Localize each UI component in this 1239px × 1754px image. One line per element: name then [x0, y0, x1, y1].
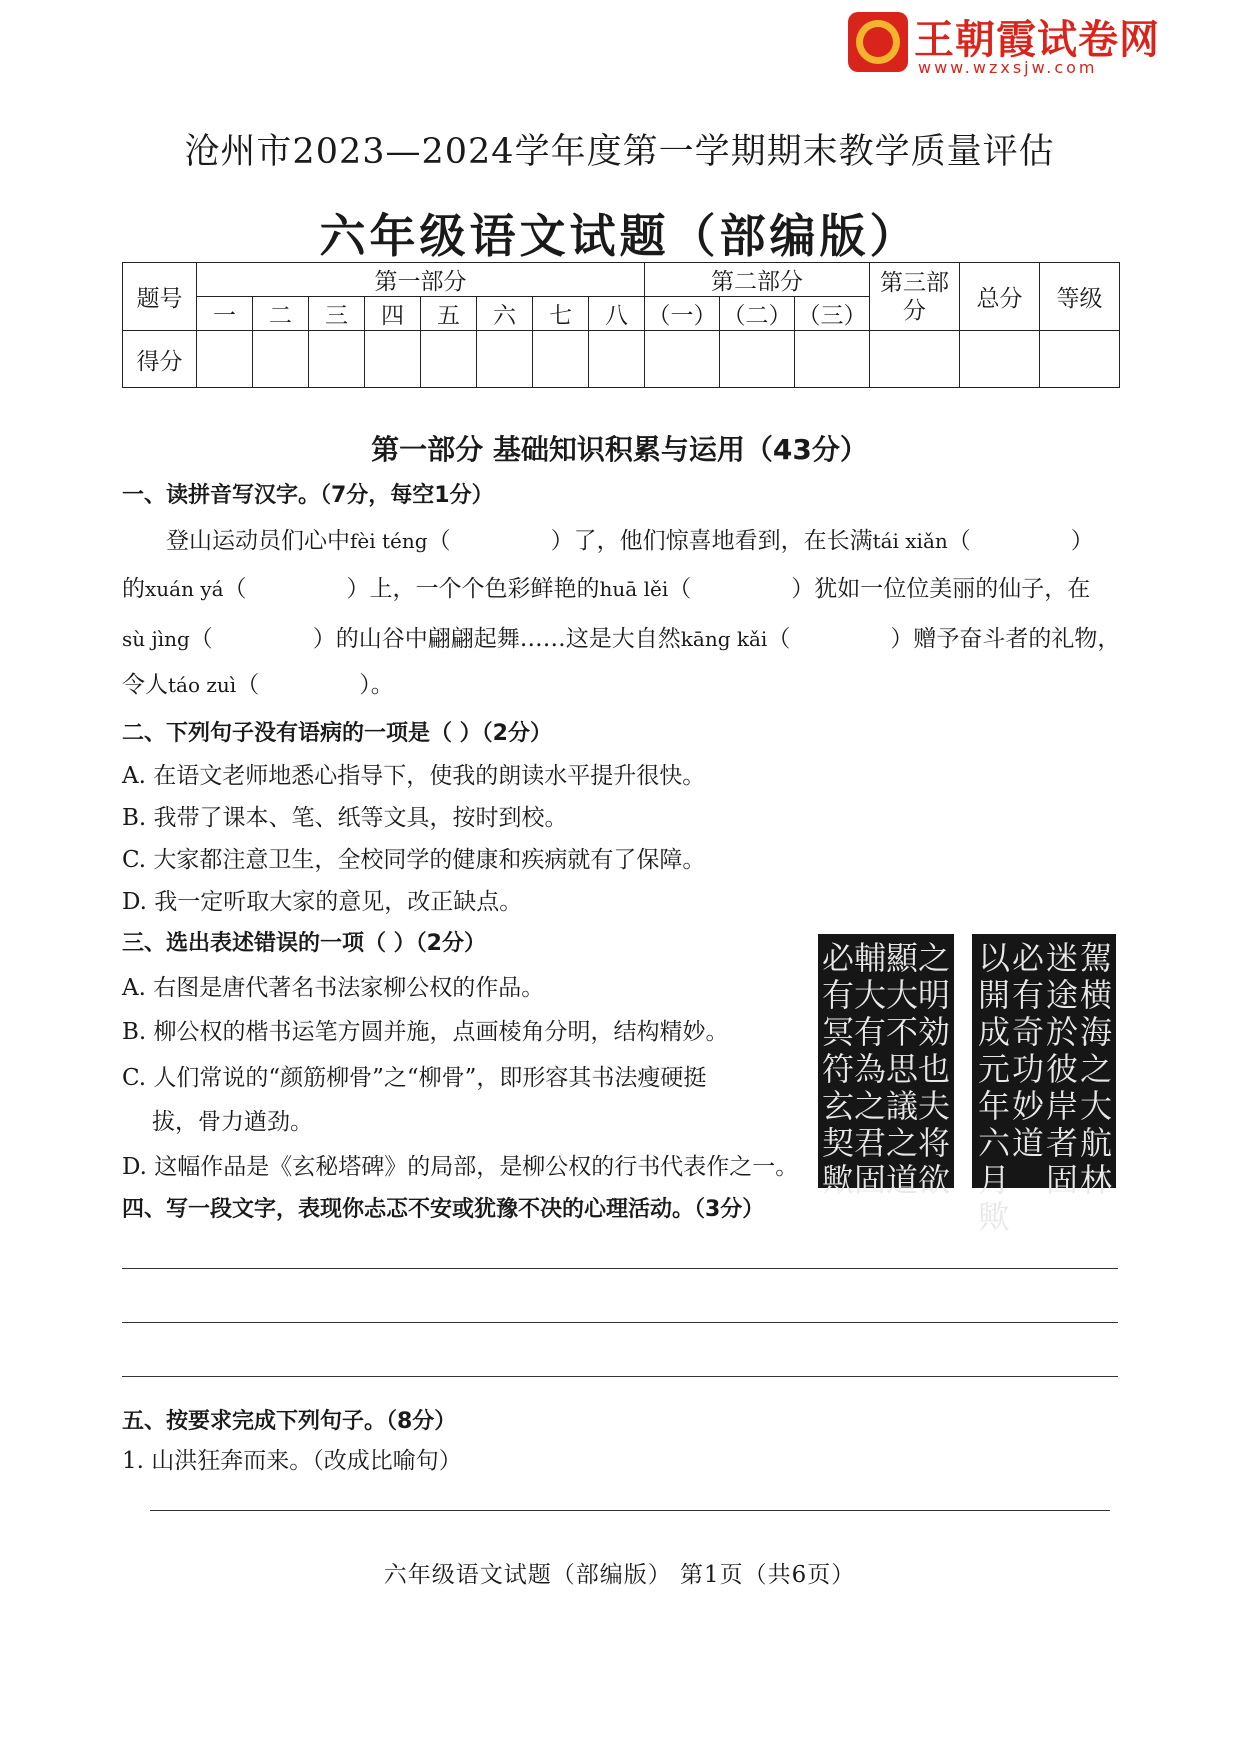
row-label-score: 得分 — [123, 331, 197, 388]
q1-text: （ — [947, 528, 971, 554]
q1-text: （ — [427, 528, 451, 554]
q1-text: 令人 — [122, 672, 168, 698]
score-table — [122, 262, 1120, 388]
q1-text: ）的山谷中翩翩起舞……这是大自然 — [312, 626, 681, 652]
q3-heading: 三、选出表述错误的一项（ ）（2分） — [122, 931, 486, 956]
site-logo — [848, 8, 1188, 76]
part1-header: 第一部分 — [197, 263, 645, 297]
q3-option-c-cont: 拔，骨力遒劲。 — [152, 1109, 313, 1135]
q3-option-a: A. 右图是唐代著名书法家柳公权的作品。 — [122, 975, 545, 1001]
q2-option-c: C. 大家都注意卫生，全校同学的健康和疾病就有了保障。 — [122, 847, 706, 873]
grade-header: 等级 — [1040, 263, 1120, 331]
q1-line-2 — [122, 570, 1090, 603]
score-cell[interactable] — [589, 331, 645, 388]
score-cell[interactable] — [365, 331, 421, 388]
calligraphy-column: 輔大有為之君固 — [853, 939, 886, 1199]
part1-col: 一 — [197, 297, 253, 331]
score-cell[interactable] — [870, 331, 960, 388]
calligraphy-column: 以開成元年六月歟 — [977, 939, 1010, 1236]
row-label-number: 题号 — [123, 263, 197, 331]
q1-pinyin: huā lěi — [599, 577, 669, 601]
q3-option-c: C. 人们常说的“颜筋柳骨”之“柳骨”，即形容其书法瘦硬挺 — [122, 1065, 707, 1091]
exam-title: 沧州市2023—2024学年度第一学期期末教学质量评估 — [184, 132, 1055, 172]
part1-col: 八 — [589, 297, 645, 331]
q1-text: ）上，一个个色彩鲜艳的 — [346, 576, 600, 602]
q1-text: （ — [189, 626, 213, 652]
score-cell[interactable] — [253, 331, 309, 388]
q4-answer-line[interactable] — [122, 1322, 1118, 1323]
part2-col: （三） — [795, 297, 870, 331]
logo-name: 王朝霞试卷网 — [914, 17, 1160, 63]
part2-header: 第二部分 — [645, 263, 870, 297]
q1-text: （ — [223, 576, 247, 602]
q2-heading: 二、下列句子没有语病的一项是（ ）（2分） — [122, 721, 552, 746]
q1-text: ）了，他们惊喜地看到，在长满 — [550, 528, 873, 554]
score-cell[interactable] — [960, 331, 1040, 388]
calligraphy-column: 之明効也夫将欲 — [917, 939, 950, 1199]
q2-option-b: B. 我带了课本、笔、纸等文具，按时到校。 — [122, 805, 568, 831]
q3-option-b: B. 柳公权的楷书运笔方圆并施，点画棱角分明，结构精妙。 — [122, 1019, 729, 1045]
score-cell[interactable] — [645, 331, 720, 388]
q5-item-1: 1. 山洪狂奔而来。（改成比喻句） — [122, 1448, 462, 1474]
calligraphy-column: 駕横海之大航林 — [1079, 939, 1112, 1199]
logo-seal-icon — [848, 12, 908, 72]
q5-answer-line[interactable] — [150, 1510, 1110, 1511]
part3-header: 第三部分 — [870, 263, 960, 331]
calligraphy-column: 迷途於彼岸者固 — [1045, 939, 1078, 1199]
q1-text: （ — [767, 626, 791, 652]
q1-text: 登山运动员们心中 — [166, 528, 350, 554]
q1-pinyin: xuán yá — [145, 577, 224, 601]
part1-title: 第一部分 基础知识积累与运用（43分） — [371, 433, 868, 466]
part1-col: 七 — [533, 297, 589, 331]
q2-option-a: A. 在语文老师地悉心指导下，使我的朗读水平提升很快。 — [122, 763, 706, 789]
calligraphy-image-left — [818, 934, 954, 1199]
q2-option-d: D. 我一定听取大家的意见，改正缺点。 — [122, 889, 523, 915]
part1-col: 五 — [421, 297, 477, 331]
score-cell[interactable] — [309, 331, 365, 388]
q1-heading: 一、读拼音写汉字。（7分，每空1分） — [122, 483, 494, 508]
total-header: 总分 — [960, 263, 1040, 331]
q1-text: ）。 — [359, 672, 394, 698]
score-cell[interactable] — [533, 331, 589, 388]
part1-col: 四 — [365, 297, 421, 331]
exam-subtitle: 六年级语文试题（部编版） — [319, 209, 920, 263]
calligraphy-image-right — [972, 934, 1116, 1236]
q1-pinyin: kāng kǎi — [680, 627, 768, 651]
q1-pinyin: táo zuì — [168, 673, 237, 697]
q1-pinyin: sù jìng — [122, 627, 190, 651]
calligraphy-column: 顯大不思議之道 — [885, 939, 918, 1199]
q1-line-1 — [166, 522, 1094, 555]
q1-line-4 — [122, 666, 394, 699]
score-cell[interactable] — [421, 331, 477, 388]
calligraphy-column: 必有冥符玄契歟 — [821, 939, 854, 1199]
q1-pinyin: tái xiǎn — [872, 529, 948, 553]
q1-text: 的 — [122, 576, 145, 602]
calligraphy-column: 必有奇功妙道 — [1011, 939, 1044, 1162]
score-cell[interactable] — [197, 331, 253, 388]
part1-col: 二 — [253, 297, 309, 331]
q4-answer-line[interactable] — [122, 1268, 1118, 1269]
q4-answer-line[interactable] — [122, 1376, 1118, 1377]
part2-col: （一） — [645, 297, 720, 331]
q1-text: （ — [236, 672, 260, 698]
q1-text: ）犹如一位位美丽的仙子，在 — [791, 576, 1091, 602]
score-cell[interactable] — [477, 331, 533, 388]
q1-text: ）赠予奋斗者的礼物， — [890, 626, 1121, 652]
score-cell[interactable] — [795, 331, 870, 388]
part1-col: 六 — [477, 297, 533, 331]
page-footer: 六年级语文试题（部编版） 第1页（共6页） — [383, 1562, 856, 1588]
part2-col: （二） — [720, 297, 795, 331]
score-cell[interactable] — [720, 331, 795, 388]
q1-text: （ — [668, 576, 692, 602]
q5-heading: 五、按要求完成下列句子。（8分） — [122, 1409, 457, 1434]
part1-col: 三 — [309, 297, 365, 331]
logo-url: www.wzxsjw.com — [918, 58, 1098, 77]
q1-line-3 — [122, 620, 1120, 653]
q3-option-d: D. 这幅作品是《玄秘塔碑》的局部，是柳公权的行书代表作之一。 — [122, 1154, 799, 1180]
q1-pinyin: fèi téng — [350, 529, 428, 553]
score-cell[interactable] — [1040, 331, 1120, 388]
q1-text: ） — [1070, 528, 1094, 554]
q4-heading: 四、写一段文字，表现你忐忑不安或犹豫不决的心理活动。（3分） — [122, 1197, 765, 1222]
